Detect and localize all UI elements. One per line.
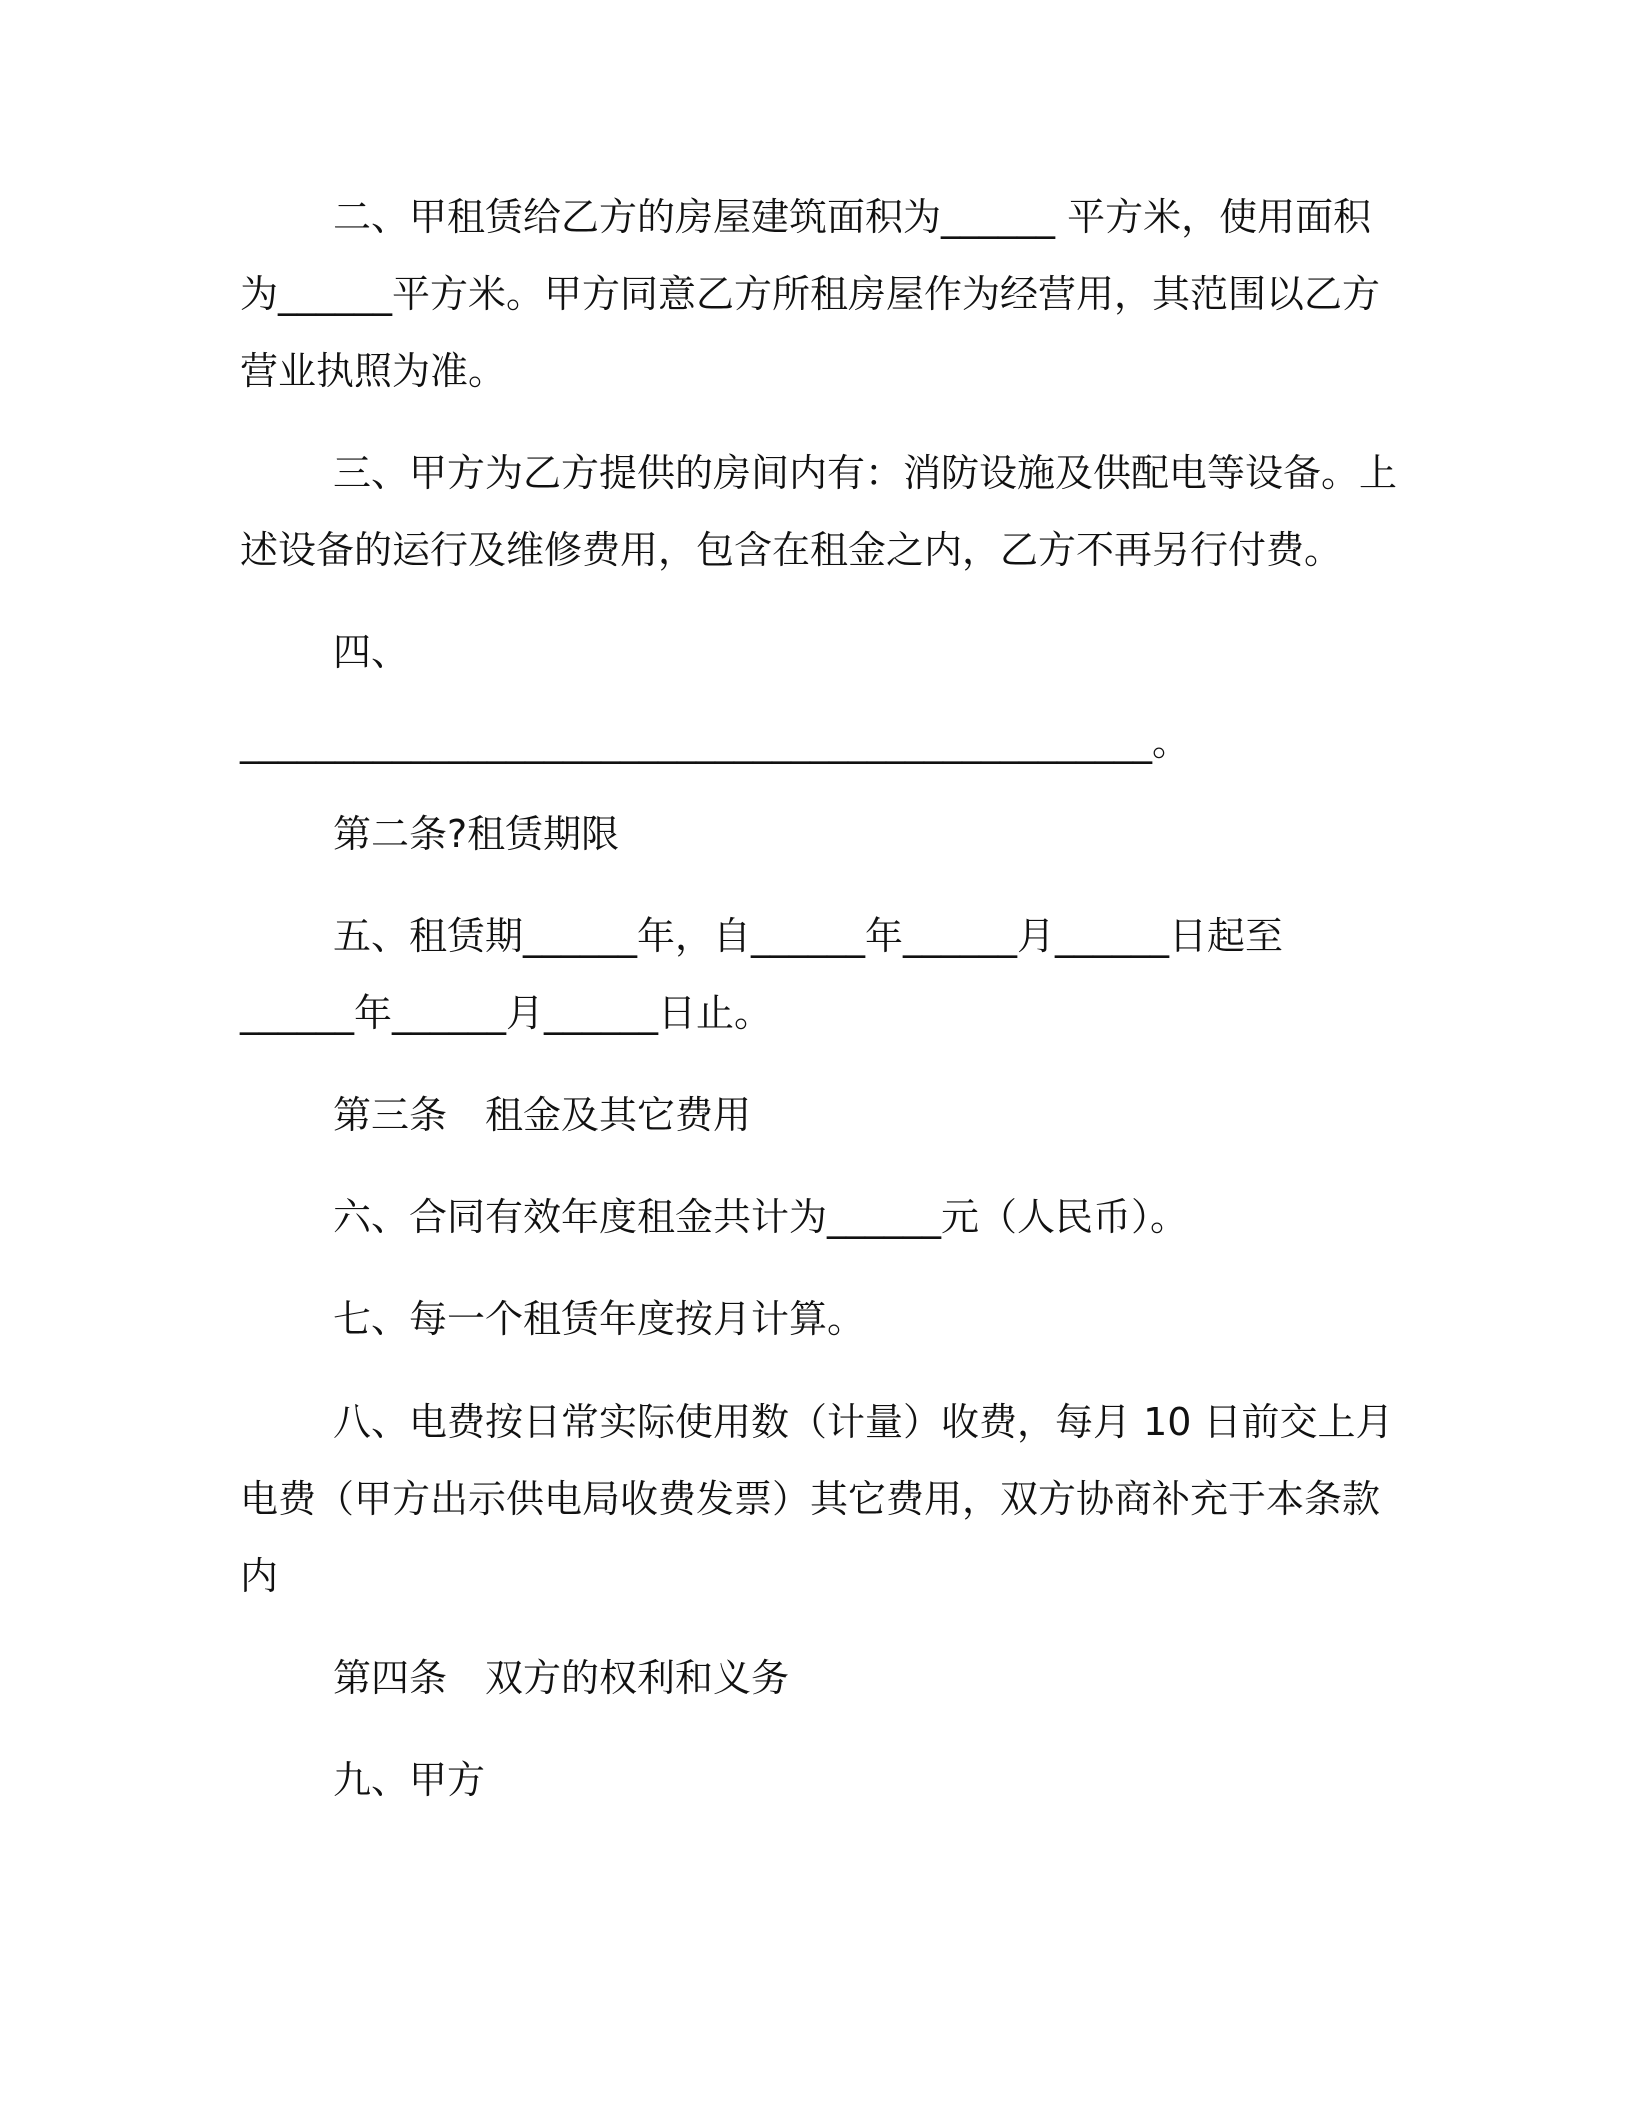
clause-2-line-1: 二、甲租赁给乙方的房屋建筑面积为______ 平方米，使用面积 bbox=[333, 195, 1372, 239]
clause-8-line-3: 内 bbox=[240, 1554, 279, 1598]
clause-3-line-2: 述设备的运行及维修费用，包含在租金之内，乙方不再另行付费。 bbox=[240, 528, 1343, 572]
clause-3-line-1: 三、甲方为乙方提供的房间内有：消防设施及供配电等设备。上 bbox=[333, 451, 1398, 495]
clause-2-line-2: 为______平方米。甲方同意乙方所租房屋作为经营用，其范围以乙方 bbox=[240, 272, 1381, 316]
article-2-heading: 第二条?租赁期限 bbox=[333, 812, 620, 856]
clause-8-line-2: 电费（甲方出示供电局收费发票）其它费用，双方协商补充于本条款 bbox=[240, 1477, 1381, 1521]
clause-5-line-1: 五、租赁期______年，自______年______月______日起至 bbox=[333, 914, 1284, 958]
article-3-heading: 第三条 租金及其它费用 bbox=[333, 1093, 752, 1137]
clause-4-blank-line: ________________________________________________。 bbox=[240, 720, 1191, 764]
clause-8-line-1: 八、电费按日常实际使用数（计量）收费，每月 10 日前交上月 bbox=[333, 1400, 1394, 1444]
clause-2-line-3: 营业执照为准。 bbox=[240, 349, 507, 393]
clause-6: 六、合同有效年度租金共计为______元（人民币）。 bbox=[333, 1195, 1189, 1239]
clause-5-line-2: ______年______月______日止。 bbox=[240, 991, 773, 1035]
clause-9: 九、甲方 bbox=[333, 1758, 486, 1802]
article-4-heading: 第四条 双方的权利和义务 bbox=[333, 1656, 790, 1700]
clause-4-label: 四、 bbox=[333, 630, 410, 674]
clause-7: 七、每一个租赁年度按月计算。 bbox=[333, 1297, 866, 1341]
